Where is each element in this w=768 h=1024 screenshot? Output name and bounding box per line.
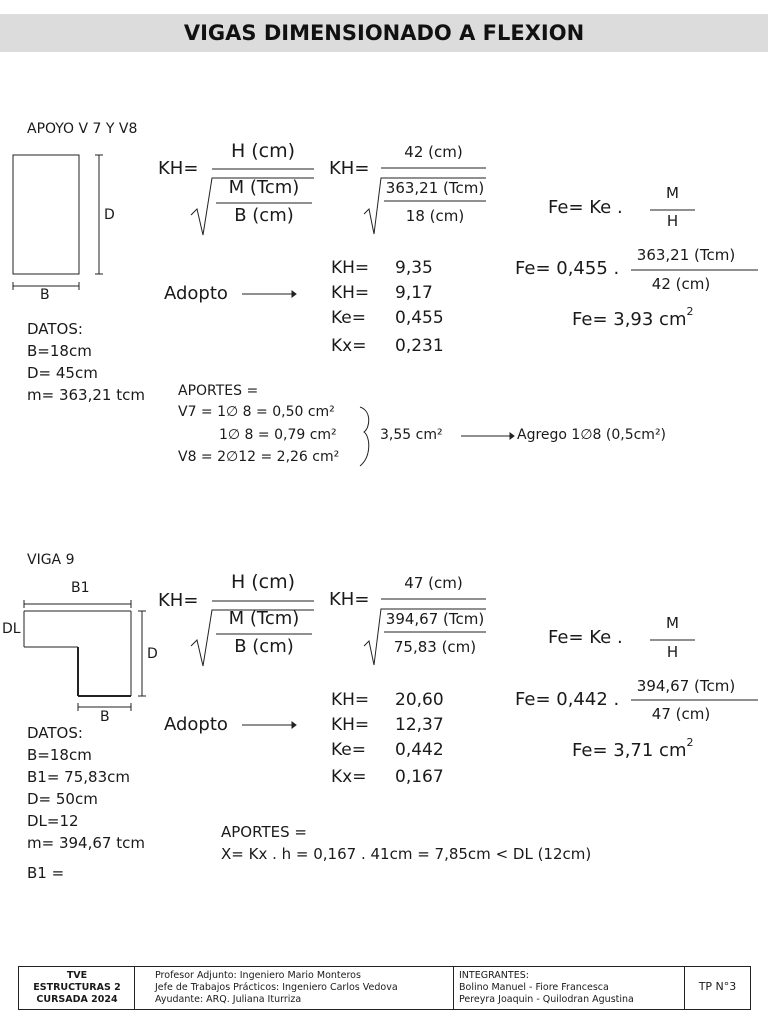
aportes-line: 1∅ 8 = 0,79 cm²: [219, 427, 337, 443]
footer-members-line: INTEGRANTES:: [459, 970, 529, 981]
dim-b-label: B: [100, 709, 110, 725]
footer-staff-line: Profesor Adjunto: Ingeniero Mario Monteros: [155, 970, 361, 981]
dim-dl-label: DL: [2, 621, 21, 637]
aportes-brace: [360, 407, 369, 466]
fe-formula-num: M: [666, 614, 679, 632]
result-label: KH=: [331, 690, 370, 710]
formula-inner-denominator: B (cm): [234, 636, 294, 657]
datos-line: B1= 75,83cm: [27, 768, 130, 786]
result-label: Kx=: [331, 336, 367, 356]
footer-members-cell: [454, 967, 685, 1009]
header-bar: [0, 14, 768, 52]
result-label: KH=: [331, 283, 370, 303]
result-value: 0,455: [395, 308, 444, 328]
result-value: 12,37: [395, 715, 444, 735]
result-label: Ke=: [331, 308, 367, 328]
kh-values-label: KH=: [329, 589, 370, 610]
aportes-title: APORTES =: [221, 823, 307, 841]
datos-line: D= 50cm: [27, 790, 98, 808]
fe-values-lhs: Fe= 0,455 .: [515, 258, 620, 279]
b1-equation: B1 =: [27, 864, 65, 882]
fe-formula-num: M: [666, 184, 679, 202]
footer-staff-line: Jefe de Trabajos Prácticos: Ingeniero Carlos Vedova: [155, 982, 398, 993]
footer-tp-number: TP N°3: [698, 980, 737, 993]
datos-line: B=18cm: [27, 746, 92, 764]
fe-values-num: 363,21 (Tcm): [636, 246, 736, 264]
footer-course-line: CURSADA 2024: [36, 994, 118, 1005]
footer-staff-cell: [135, 967, 454, 1009]
formula-values-inner-denominator: 75,83 (cm): [393, 638, 477, 656]
fe-values-den: 47 (cm): [651, 705, 711, 723]
kh-values-label: KH=: [329, 158, 370, 179]
footer-staff-line: Ayudante: ARQ. Juliana Iturriza: [155, 994, 302, 1005]
adopto-label: Adopto: [164, 283, 228, 304]
fe-formula-den: H: [666, 643, 679, 661]
formula-values-inner-denominator: 18 (cm): [405, 207, 465, 225]
aportes-line: X= Kx . h = 0,167 . 41cm = 7,85cm < DL (12cm): [221, 845, 592, 863]
formula-numerator: H (cm): [230, 140, 296, 162]
fe-values-num: 394,67 (Tcm): [636, 677, 736, 695]
fe-formula-lhs: Fe= Ke .: [548, 627, 623, 648]
formula-numerator: H (cm): [230, 571, 296, 593]
adopto-label: Adopto: [164, 714, 228, 735]
kh-label: KH=: [158, 158, 199, 179]
section2-title: VIGA 9: [27, 552, 75, 568]
datos-line: m= 363,21 tcm: [27, 386, 145, 404]
aportes-title: APORTES =: [178, 383, 259, 399]
page-title: VIGAS DIMENSIONADO A FLEXION: [183, 21, 585, 45]
datos-line: B=18cm: [27, 342, 92, 360]
aportes-line: V7 = 1∅ 8 = 0,50 cm²: [178, 404, 335, 420]
formula-values-numerator: 47 (cm): [404, 574, 463, 592]
beam-rectangle: [13, 155, 79, 274]
fe-result: Fe= 3,71 $cm^2$: [572, 736, 694, 761]
aportes-total: 3,55 cm²: [380, 427, 443, 443]
formula-values-inner-numerator: 363,21 (Tcm): [385, 179, 485, 197]
datos-line: m= 394,67 tcm: [27, 834, 145, 852]
dim-b-label: B: [40, 287, 50, 303]
formula-values-inner-numerator: 394,67 (Tcm): [385, 610, 485, 628]
fe-result: Fe= 3,93 $cm^2$: [572, 305, 694, 330]
fe-values-den: 42 (cm): [651, 275, 711, 293]
formula-values-numerator: 42 (cm): [404, 143, 463, 161]
dim-d-label: D: [104, 207, 115, 223]
footer-box: [18, 966, 751, 1010]
fe-values-lhs: Fe= 0,442 .: [515, 689, 620, 710]
footer-course-line: TVE: [66, 970, 88, 981]
dim-b1-label: B1: [71, 580, 90, 596]
fe-formula-lhs: Fe= Ke .: [548, 197, 623, 218]
footer-course-line: ESTRUCTURAS 2: [33, 982, 121, 993]
datos-line: DATOS:: [27, 724, 83, 742]
agrego-text: Agrego 1∅8 (0,5cm²): [517, 427, 667, 443]
footer-course-cell: [19, 967, 135, 1009]
footer-tp-cell: [685, 967, 750, 1009]
result-value: 0,167: [395, 767, 444, 787]
formula-inner-numerator: M (Tcm): [228, 177, 300, 198]
datos-line: D= 45cm: [27, 364, 98, 382]
formula-inner-numerator: M (Tcm): [228, 608, 300, 629]
fe-formula-den: H: [666, 212, 679, 230]
result-label: KH=: [331, 258, 370, 278]
result-value: 9,17: [395, 283, 433, 303]
result-value: 9,35: [395, 258, 433, 278]
kh-label: KH=: [158, 590, 199, 611]
result-label: Kx=: [331, 767, 367, 787]
footer-members-line: Pereyra Joaquin - Quilodran Agustina: [459, 994, 634, 1005]
aportes-line: V8 = 2∅12 = 2,26 cm²: [178, 449, 340, 465]
formula-inner-denominator: B (cm): [234, 205, 294, 226]
datos-line: DATOS:: [27, 320, 83, 338]
result-value: 0,442: [395, 740, 444, 760]
result-value: 0,231: [395, 336, 444, 356]
footer-members-line: Bolino Manuel - Fiore Francesca: [459, 982, 609, 993]
dim-d-label: D: [147, 646, 158, 662]
datos-line: DL=12: [27, 812, 79, 830]
result-label: KH=: [331, 715, 370, 735]
section1-title: APOYO V 7 Y V8: [27, 121, 138, 137]
result-value: 20,60: [395, 690, 444, 710]
result-label: Ke=: [331, 740, 367, 760]
